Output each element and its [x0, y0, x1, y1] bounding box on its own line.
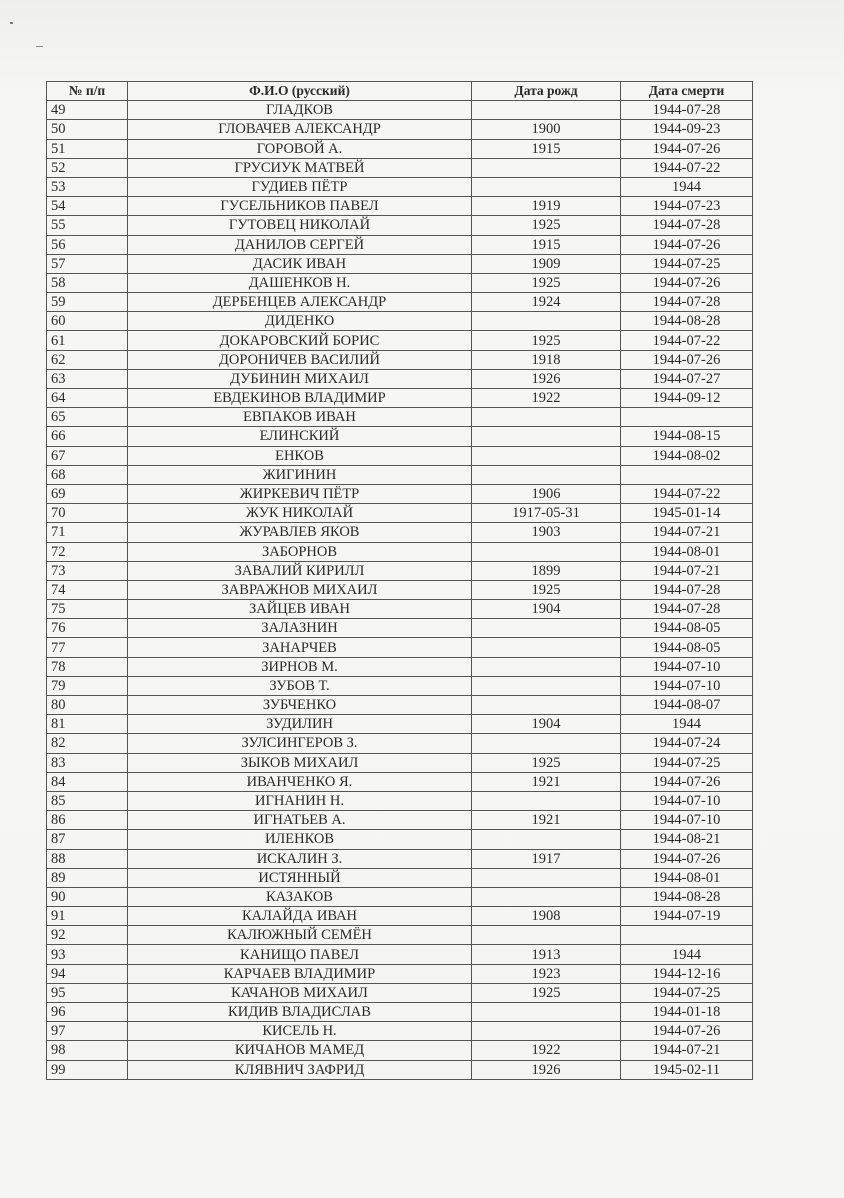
death-date: 1944: [621, 177, 753, 196]
table-row: [47, 120, 753, 139]
header-row: [47, 82, 753, 101]
death-date: 1944-07-26: [621, 772, 753, 791]
death-date: 1944-07-22: [621, 158, 753, 177]
table-row: [47, 254, 753, 273]
person-name: КАНИЩО ПАВЕЛ: [128, 945, 472, 964]
row-number: 76: [47, 619, 128, 638]
death-date: 1944: [621, 715, 753, 734]
person-name: ДЕРБЕНЦЕВ АЛЕКСАНДР: [128, 293, 472, 312]
table-row: [47, 715, 753, 734]
table-row: [47, 791, 753, 810]
person-name: КАЗАКОВ: [128, 887, 472, 906]
person-name: ДИДЕНКО: [128, 312, 472, 331]
death-date: 1944-08-01: [621, 868, 753, 887]
row-number: 86: [47, 811, 128, 830]
table-row: [47, 868, 753, 887]
death-date: 1944-07-23: [621, 197, 753, 216]
death-date: 1944-07-28: [621, 216, 753, 235]
table-row: [47, 1022, 753, 1041]
birth-date: [472, 926, 621, 945]
death-date: 1945-02-11: [621, 1060, 753, 1079]
birth-date: 1925: [472, 753, 621, 772]
table-row: [47, 1060, 753, 1079]
table-row: [47, 158, 753, 177]
person-name: КЛЯВНИЧ ЗАФРИД: [128, 1060, 472, 1079]
header-full-name: Ф.И.О (русский): [128, 82, 472, 101]
birth-date: [472, 465, 621, 484]
row-number: 61: [47, 331, 128, 350]
birth-date: 1903: [472, 523, 621, 542]
row-number: 75: [47, 600, 128, 619]
birth-date: 1919: [472, 197, 621, 216]
birth-date: 1904: [472, 715, 621, 734]
row-number: 65: [47, 408, 128, 427]
birth-date: 1925: [472, 580, 621, 599]
row-number: 85: [47, 791, 128, 810]
person-name: ДАСИК ИВАН: [128, 254, 472, 273]
death-date: 1944-07-21: [621, 523, 753, 542]
death-date: 1944-07-26: [621, 273, 753, 292]
person-name: ДАШЕНКОВ Н.: [128, 273, 472, 292]
table-row: [47, 465, 753, 484]
person-name: ЗЫКОВ МИХАИЛ: [128, 753, 472, 772]
death-date: 1944-07-26: [621, 235, 753, 254]
header-birth-date: Дата рожд: [472, 82, 621, 101]
person-name: ЗАЙЦЕВ ИВАН: [128, 600, 472, 619]
birth-date: [472, 1003, 621, 1022]
row-number: 79: [47, 676, 128, 695]
row-number: 66: [47, 427, 128, 446]
birth-date: 1904: [472, 600, 621, 619]
table-row: [47, 235, 753, 254]
death-date: 1944-07-25: [621, 753, 753, 772]
death-date: 1944-12-16: [621, 964, 753, 983]
row-number: 99: [47, 1060, 128, 1079]
death-date: 1944-08-05: [621, 638, 753, 657]
birth-date: 1917-05-31: [472, 504, 621, 523]
table-row: [47, 676, 753, 695]
table-row: [47, 542, 753, 561]
death-date: 1944-07-10: [621, 657, 753, 676]
table-row: [47, 600, 753, 619]
death-date: 1944-07-21: [621, 1041, 753, 1060]
death-date: 1944-09-12: [621, 389, 753, 408]
scan-speck: [36, 46, 43, 47]
person-name: ГЛАДКОВ: [128, 101, 472, 120]
row-number: 67: [47, 446, 128, 465]
table-row: [47, 369, 753, 388]
row-number: 56: [47, 235, 128, 254]
person-name: ГУТОВЕЦ НИКОЛАЙ: [128, 216, 472, 235]
birth-date: [472, 619, 621, 638]
birth-date: [472, 312, 621, 331]
row-number: 73: [47, 561, 128, 580]
person-name: ГРУСИУК МАТВЕЙ: [128, 158, 472, 177]
row-number: 89: [47, 868, 128, 887]
row-number: 60: [47, 312, 128, 331]
birth-date: [472, 427, 621, 446]
person-name: ИСТЯННЫЙ: [128, 868, 472, 887]
table-row: [47, 484, 753, 503]
row-number: 70: [47, 504, 128, 523]
birth-date: [472, 101, 621, 120]
birth-date: [472, 657, 621, 676]
person-name: ЗУБЧЕНКО: [128, 696, 472, 715]
death-date: 1944-08-28: [621, 312, 753, 331]
table-row: [47, 408, 753, 427]
death-date: 1944-08-02: [621, 446, 753, 465]
row-number: 50: [47, 120, 128, 139]
row-number: 52: [47, 158, 128, 177]
death-date: 1944-07-22: [621, 331, 753, 350]
birth-date: 1899: [472, 561, 621, 580]
row-number: 62: [47, 350, 128, 369]
row-number: 69: [47, 484, 128, 503]
birth-date: [472, 791, 621, 810]
birth-date: 1908: [472, 907, 621, 926]
death-date: 1944-09-23: [621, 120, 753, 139]
person-name: ГУДИЕВ ПЁТР: [128, 177, 472, 196]
death-date: 1944-07-25: [621, 983, 753, 1002]
row-number: 51: [47, 139, 128, 158]
person-name: ЗУЛСИНГЕРОВ З.: [128, 734, 472, 753]
birth-date: 1900: [472, 120, 621, 139]
person-name: ДАНИЛОВ СЕРГЕЙ: [128, 235, 472, 254]
birth-date: 1925: [472, 983, 621, 1002]
death-date: 1944-01-18: [621, 1003, 753, 1022]
person-name: КИДИВ ВЛАДИСЛАВ: [128, 1003, 472, 1022]
table-row: [47, 1003, 753, 1022]
row-number: 80: [47, 696, 128, 715]
person-name: ЕВДЕКИНОВ ВЛАДИМИР: [128, 389, 472, 408]
death-date: 1944-07-28: [621, 293, 753, 312]
death-date: 1944-08-21: [621, 830, 753, 849]
birth-date: 1915: [472, 235, 621, 254]
birth-date: [472, 734, 621, 753]
death-date: 1944-07-28: [621, 101, 753, 120]
death-date: 1944-07-28: [621, 580, 753, 599]
person-name: ИВАНЧЕНКО Я.: [128, 772, 472, 791]
roster-table: [46, 81, 753, 1080]
death-date: [621, 408, 753, 427]
row-number: 72: [47, 542, 128, 561]
death-date: 1944-08-15: [621, 427, 753, 446]
person-name: ГОРОВОЙ А.: [128, 139, 472, 158]
table-row: [47, 619, 753, 638]
death-date: 1944-07-22: [621, 484, 753, 503]
person-name: КАРЧАЕВ ВЛАДИМИР: [128, 964, 472, 983]
person-name: ЖУК НИКОЛАЙ: [128, 504, 472, 523]
table-row: [47, 293, 753, 312]
row-number: 88: [47, 849, 128, 868]
table-row: [47, 331, 753, 350]
person-name: ЗАБОРНОВ: [128, 542, 472, 561]
death-date: 1944-07-24: [621, 734, 753, 753]
table-row: [47, 983, 753, 1002]
birth-date: 1922: [472, 389, 621, 408]
table-row: [47, 350, 753, 369]
person-name: ЗИРНОВ М.: [128, 657, 472, 676]
row-number: 81: [47, 715, 128, 734]
row-number: 98: [47, 1041, 128, 1060]
row-number: 82: [47, 734, 128, 753]
row-number: 92: [47, 926, 128, 945]
row-number: 57: [47, 254, 128, 273]
person-name: ЗАНАРЧЕВ: [128, 638, 472, 657]
table-row: [47, 772, 753, 791]
person-name: КИЧАНОВ МАМЕД: [128, 1041, 472, 1060]
birth-date: 1906: [472, 484, 621, 503]
person-name: ИГНАТЬЕВ А.: [128, 811, 472, 830]
person-name: ДОКАРОВСКИЙ БОРИС: [128, 331, 472, 350]
birth-date: 1925: [472, 273, 621, 292]
table-row: [47, 811, 753, 830]
birth-date: 1925: [472, 331, 621, 350]
birth-date: 1925: [472, 216, 621, 235]
death-date: 1944-07-25: [621, 254, 753, 273]
death-date: 1944-07-26: [621, 350, 753, 369]
birth-date: [472, 676, 621, 695]
table-row: [47, 561, 753, 580]
death-date: 1944-07-10: [621, 791, 753, 810]
row-number: 94: [47, 964, 128, 983]
table-row: [47, 657, 753, 676]
death-date: 1944-08-01: [621, 542, 753, 561]
person-name: ДУБИНИН МИХАИЛ: [128, 369, 472, 388]
birth-date: [472, 408, 621, 427]
table-row: [47, 830, 753, 849]
person-name: ИЛЕНКОВ: [128, 830, 472, 849]
table-row: [47, 216, 753, 235]
table-row: [47, 638, 753, 657]
birth-date: [472, 638, 621, 657]
death-date: [621, 465, 753, 484]
birth-date: [472, 177, 621, 196]
row-number: 96: [47, 1003, 128, 1022]
death-date: 1944: [621, 945, 753, 964]
table-row: [47, 273, 753, 292]
table-row: [47, 964, 753, 983]
row-number: 93: [47, 945, 128, 964]
person-name: ЖИГИНИН: [128, 465, 472, 484]
birth-date: 1909: [472, 254, 621, 273]
person-name: ЕЛИНСКИЙ: [128, 427, 472, 446]
table-row: [47, 734, 753, 753]
person-name: ИГНАНИН Н.: [128, 791, 472, 810]
birth-date: 1922: [472, 1041, 621, 1060]
table-row: [47, 504, 753, 523]
table-row: [47, 1041, 753, 1060]
death-date: 1944-07-26: [621, 849, 753, 868]
row-number: 83: [47, 753, 128, 772]
birth-date: 1913: [472, 945, 621, 964]
table-row: [47, 446, 753, 465]
birth-date: 1921: [472, 811, 621, 830]
table-row: [47, 753, 753, 772]
table-row: [47, 427, 753, 446]
birth-date: 1926: [472, 369, 621, 388]
death-date: 1944-07-28: [621, 600, 753, 619]
table-row: [47, 696, 753, 715]
death-date: [621, 926, 753, 945]
table-row: [47, 523, 753, 542]
birth-date: [472, 158, 621, 177]
birth-date: [472, 830, 621, 849]
birth-date: [472, 887, 621, 906]
birth-date: 1924: [472, 293, 621, 312]
person-name: ЕВПАКОВ ИВАН: [128, 408, 472, 427]
row-number: 58: [47, 273, 128, 292]
header-death-date: Дата смерти: [621, 82, 753, 101]
row-number: 59: [47, 293, 128, 312]
birth-date: 1917: [472, 849, 621, 868]
header-number: № п/п: [47, 82, 128, 101]
person-name: ДОРОНИЧЕВ ВАСИЛИЙ: [128, 350, 472, 369]
row-number: 74: [47, 580, 128, 599]
row-number: 77: [47, 638, 128, 657]
roster-body: [47, 101, 753, 1080]
row-number: 78: [47, 657, 128, 676]
row-number: 91: [47, 907, 128, 926]
death-date: 1944-07-10: [621, 676, 753, 695]
row-number: 71: [47, 523, 128, 542]
birth-date: [472, 868, 621, 887]
person-name: КИСЕЛЬ Н.: [128, 1022, 472, 1041]
death-date: 1944-07-27: [621, 369, 753, 388]
person-name: ЖИРКЕВИЧ ПЁТР: [128, 484, 472, 503]
person-name: ЗАЛАЗНИН: [128, 619, 472, 638]
birth-date: 1926: [472, 1060, 621, 1079]
table-row: [47, 926, 753, 945]
table-row: [47, 139, 753, 158]
row-number: 55: [47, 216, 128, 235]
birth-date: 1923: [472, 964, 621, 983]
birth-date: [472, 446, 621, 465]
birth-date: [472, 1022, 621, 1041]
person-name: ЗАВРАЖНОВ МИХАИЛ: [128, 580, 472, 599]
death-date: 1944-08-28: [621, 887, 753, 906]
birth-date: [472, 542, 621, 561]
death-date: 1944-07-21: [621, 561, 753, 580]
person-name: ЗУБОВ Т.: [128, 676, 472, 695]
row-number: 95: [47, 983, 128, 1002]
table-row: [47, 312, 753, 331]
person-name: ЖУРАВЛЕВ ЯКОВ: [128, 523, 472, 542]
birth-date: 1915: [472, 139, 621, 158]
person-name: ЗУДИЛИН: [128, 715, 472, 734]
table-row: [47, 849, 753, 868]
row-number: 87: [47, 830, 128, 849]
person-name: ЕНКОВ: [128, 446, 472, 465]
table-row: [47, 177, 753, 196]
row-number: 90: [47, 887, 128, 906]
death-date: 1944-07-19: [621, 907, 753, 926]
death-date: 1944-07-26: [621, 1022, 753, 1041]
person-name: ЗАВАЛИЙ КИРИЛЛ: [128, 561, 472, 580]
row-number: 53: [47, 177, 128, 196]
birth-date: [472, 696, 621, 715]
death-date: 1944-08-07: [621, 696, 753, 715]
person-name: ГУСЕЛЬНИКОВ ПАВЕЛ: [128, 197, 472, 216]
table-row: [47, 945, 753, 964]
death-date: 1944-08-05: [621, 619, 753, 638]
row-number: 54: [47, 197, 128, 216]
table-row: [47, 887, 753, 906]
person-name: КАЛЮЖНЫЙ СЕМЁН: [128, 926, 472, 945]
person-name: КАЛАЙДА ИВАН: [128, 907, 472, 926]
death-date: 1944-07-10: [621, 811, 753, 830]
table-row: [47, 389, 753, 408]
table-row: [47, 907, 753, 926]
row-number: 68: [47, 465, 128, 484]
table-row: [47, 101, 753, 120]
row-number: 49: [47, 101, 128, 120]
scan-speck: [10, 22, 13, 24]
person-name: ИСКАЛИН З.: [128, 849, 472, 868]
row-number: 63: [47, 369, 128, 388]
person-name: КАЧАНОВ МИХАИЛ: [128, 983, 472, 1002]
row-number: 84: [47, 772, 128, 791]
row-number: 64: [47, 389, 128, 408]
row-number: 97: [47, 1022, 128, 1041]
death-date: 1945-01-14: [621, 504, 753, 523]
birth-date: 1918: [472, 350, 621, 369]
birth-date: 1921: [472, 772, 621, 791]
death-date: 1944-07-26: [621, 139, 753, 158]
table-row: [47, 580, 753, 599]
table-row: [47, 197, 753, 216]
person-name: ГЛОВАЧЕВ АЛЕКСАНДР: [128, 120, 472, 139]
